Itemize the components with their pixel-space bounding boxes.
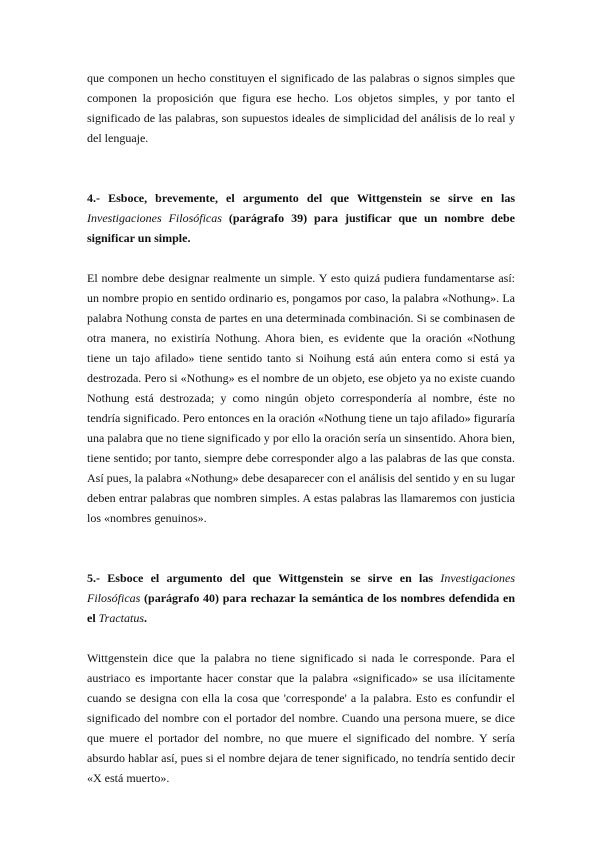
question-5-tractatus-title: Tractatus — [98, 611, 145, 625]
question-4-prefix: 4.- Esboce, brevemente, el argumento del que Wittgenstein se sirve en las — [87, 191, 515, 205]
question-4-book-title: Investigaciones Filosóficas — [87, 211, 222, 225]
intro-paragraph: que componen un hecho constituyen el significado de las palabras o signos simples que componen la proposición que figura ese hecho. Los objetos simples, y por tanto el significado de las palabras, son supuestos ideales de simplicidad del análisis de lo real y del lenguaje. — [87, 71, 515, 145]
answer-5-paragraph: Wittgenstein dice que la palabra no tiene significado si nada le corresponde. Para el austriaco es importante hacer constar que la palabra «significado» se usa ilícitamente cuando se designa con ella la cosa que 'corresponde' a la palabra. Esto es confundir el significado del nombre con el portador del nombre. Cuando una persona muere, se dice que muere el portador del nombre, no que muere el significado del nombre. Y sería absurdo hablar así, pues si el nombre dejara de tener significado, no tendría sentido decir «X está muerto». — [87, 651, 515, 785]
question-5-heading — [87, 568, 515, 628]
question-5-book-title: Investigaciones Filosóficas — [87, 571, 515, 605]
question-5-suffix: . — [144, 611, 148, 625]
document-body — [87, 68, 515, 788]
question-4-heading — [87, 188, 515, 248]
question-5-middle: (parágrafo 40) para rechazar la semántica de los nombres defendida en el — [87, 591, 515, 625]
question-5-prefix: 5.- Esboce el argumento del que Wittgenstein se sirve en las — [87, 571, 441, 585]
question-4-suffix: (parágrafo 39) para justificar que un nombre debe significar un simple. — [87, 211, 515, 245]
answer-4-paragraph: El nombre debe designar realmente un simple. Y esto quizá pudiera fundamentarse así: un nombre propio en sentido ordinario es, pongamos por caso, la palabra «Nothung». La palabra Nothung consta de partes en una determinada combinación. Si se combinasen de otra manera, no existiría Nothung. Ahora bien, es evidente que la oración «Nothung tiene un tajo afilado» tiene sentido tanto si Noihung está aún entera como si está ya destrozada. Pero si «Nothung» es el nombre de un objeto, ese objeto ya no existe cuando Nothung está destrozada; y como ningún objeto correspondería al nombre, éste no tendría significado. Pero entonces en la oración «Nothung tiene un tajo afilado» figuraría una palabra que no tiene significado y por ello la oración sería un sinsentido. Ahora bien, tiene sentido; por tanto, siempre debe corresponder algo a las palabras de las que consta. Así pues, la palabra «Nothung» debe desaparecer con el análisis del sentido y en su lugar deben entrar palabras que nombren simples. A estas palabras las llamaremos con justicia los «nombres genuinos». — [87, 271, 515, 525]
